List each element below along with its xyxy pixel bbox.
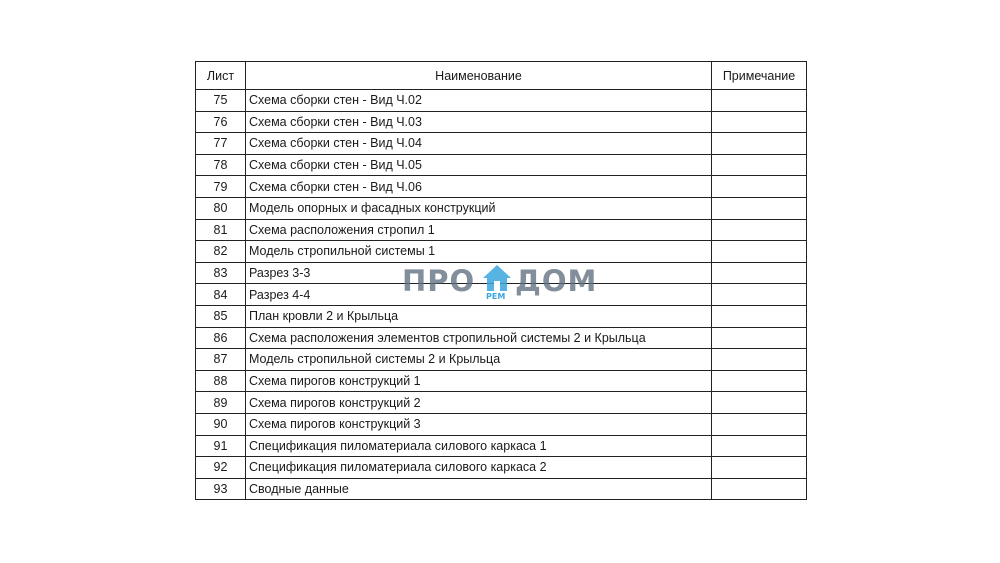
table-row [196,241,807,263]
table-row [196,435,807,457]
table-row [196,392,807,414]
row-sheet-name: Схема расположения элементов стропильной системы 2 и Крыльца [246,327,712,349]
row-sheet-name: Схема сборки стен - Вид Ч.03 [246,111,712,133]
row-sheet-number: 78 [196,154,246,176]
table-row [196,154,807,176]
table-row [196,457,807,479]
row-note [712,370,807,392]
row-sheet-name: Схема пирогов конструкций 1 [246,370,712,392]
table-row [196,305,807,327]
row-sheet-name: Схема сборки стен - Вид Ч.05 [246,154,712,176]
table-row [196,176,807,198]
row-note [712,305,807,327]
watermark-right-text: ДОМ [515,264,598,298]
row-note [712,262,807,284]
table-row [196,90,807,112]
table-header [196,62,807,90]
table-row [196,284,807,306]
table-row [196,111,807,133]
row-sheet-name: Схема расположения стропил 1 [246,219,712,241]
row-note [712,154,807,176]
table-row [196,219,807,241]
row-sheet-name: Разрез 4-4 [246,284,712,306]
row-note [712,327,807,349]
row-sheet-name: Схема сборки стен - Вид Ч.06 [246,176,712,198]
row-sheet-number: 80 [196,197,246,219]
sheet-list-table [195,61,807,500]
row-sheet-number: 92 [196,457,246,479]
header-note: Примечание [712,62,807,90]
row-sheet-number: 85 [196,305,246,327]
row-note [712,349,807,371]
row-sheet-number: 81 [196,219,246,241]
header-sheet: Лист [196,62,246,90]
row-sheet-number: 84 [196,284,246,306]
row-sheet-number: 93 [196,478,246,500]
watermark-sub-text: РЕМ [486,292,506,301]
row-sheet-number: 90 [196,413,246,435]
row-sheet-number: 82 [196,241,246,263]
row-sheet-number: 79 [196,176,246,198]
row-note [712,90,807,112]
row-sheet-number: 88 [196,370,246,392]
row-note [712,241,807,263]
table-body [196,90,807,500]
row-note [712,435,807,457]
row-note [712,133,807,155]
row-sheet-name: Спецификация пиломатериала силового каркаса 2 [246,457,712,479]
watermark-left-text: ПРО [402,264,476,298]
row-sheet-number: 89 [196,392,246,414]
row-sheet-name: Схема пирогов конструкций 3 [246,413,712,435]
row-note [712,392,807,414]
table-row [196,133,807,155]
row-sheet-name: Разрез 3-3 [246,262,712,284]
row-sheet-name: Модель стропильной системы 2 и Крыльца [246,349,712,371]
row-sheet-name: Модель опорных и фасадных конструкций [246,197,712,219]
row-note [712,197,807,219]
table-row [196,370,807,392]
table-row [196,197,807,219]
row-sheet-number: 86 [196,327,246,349]
table-row [196,327,807,349]
row-note [712,219,807,241]
table-row [196,478,807,500]
header-row [196,62,807,90]
row-sheet-name: Сводные данные [246,478,712,500]
row-note [712,176,807,198]
header-name: Наименование [246,62,712,90]
row-sheet-name: План кровли 2 и Крыльца [246,305,712,327]
row-sheet-name: Модель стропильной системы 1 [246,241,712,263]
table-row [196,262,807,284]
row-sheet-number: 91 [196,435,246,457]
row-note [712,111,807,133]
row-note [712,478,807,500]
row-note [712,284,807,306]
row-sheet-name: Спецификация пиломатериала силового каркаса 1 [246,435,712,457]
row-sheet-number: 77 [196,133,246,155]
row-sheet-name: Схема сборки стен - Вид Ч.04 [246,133,712,155]
row-sheet-number: 87 [196,349,246,371]
row-sheet-number: 76 [196,111,246,133]
row-sheet-number: 75 [196,90,246,112]
row-sheet-name: Схема сборки стен - Вид Ч.02 [246,90,712,112]
table-row [196,349,807,371]
row-sheet-name: Схема пирогов конструкций 2 [246,392,712,414]
row-note [712,413,807,435]
table-row [196,413,807,435]
row-note [712,457,807,479]
row-sheet-number: 83 [196,262,246,284]
